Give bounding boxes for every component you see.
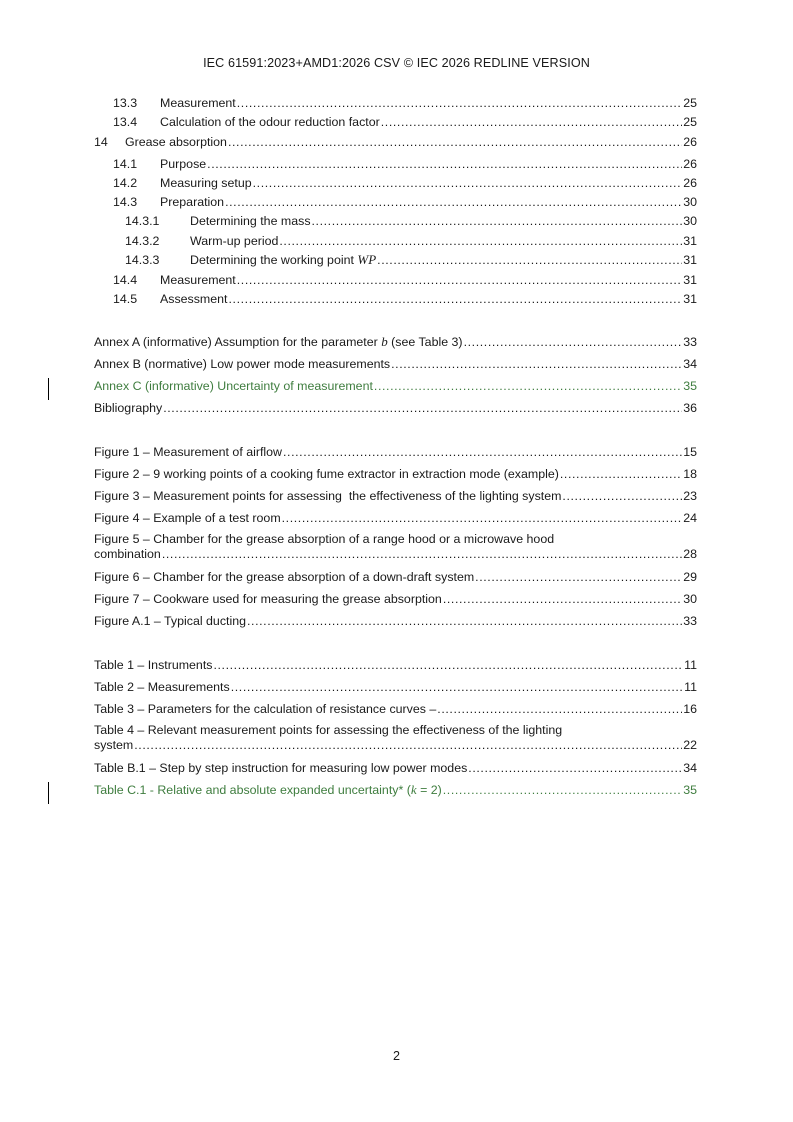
toc-entry-figure-3[interactable]: [94, 488, 697, 504]
dot-leader: [468, 760, 682, 776]
dot-leader: [237, 272, 682, 288]
dot-leader: [282, 510, 683, 526]
change-bar-marker: [48, 782, 49, 804]
toc-entry-table-1[interactable]: [94, 657, 697, 673]
dot-leader: [391, 356, 682, 372]
dot-leader: [225, 194, 682, 210]
page-number: 24: [683, 511, 697, 525]
page-number: 30: [683, 214, 697, 228]
page-number: 26: [683, 135, 697, 149]
section-title: Measuring setup: [160, 176, 252, 190]
dot-leader: [381, 114, 682, 130]
dot-leader: [134, 738, 682, 753]
table-title: Table B.1 – Step by step instruction for measuring low power modes: [94, 761, 468, 775]
section-number: 14.2: [113, 176, 138, 190]
change-bar-marker: [48, 378, 49, 400]
dot-leader: [247, 613, 682, 629]
page-number: 28: [683, 547, 697, 561]
dot-leader: [228, 134, 682, 150]
toc-entry-table-b1[interactable]: [94, 760, 697, 776]
dot-leader: [464, 334, 683, 350]
section-number: 14.1: [113, 157, 138, 171]
page-number: 31: [683, 273, 697, 287]
figure-title: Figure 7 – Cookware used for measuring the grease absorption: [94, 592, 442, 606]
dot-leader: [207, 156, 682, 172]
math-symbol: k: [410, 782, 417, 797]
annex-title: Annex A (informative) Assumption for the parameter b (see Table 3): [94, 334, 463, 349]
dot-leader: [437, 701, 682, 717]
table-title-line2: system: [94, 738, 134, 752]
page-number: 18: [683, 467, 697, 481]
dot-leader: [377, 252, 682, 268]
section-number: 14.3.1: [125, 214, 160, 228]
page-number: 35: [683, 783, 697, 797]
section-number: 14.4: [113, 273, 138, 287]
page-number: 11: [684, 658, 697, 672]
page-number: 31: [683, 253, 697, 267]
page-number: 30: [683, 195, 697, 209]
figure-title-line1: Figure 5 – Chamber for the grease absorption of a range hood or a microwave hood: [94, 532, 555, 546]
toc-entry-14-1[interactable]: [94, 156, 697, 172]
toc-entry-figure-a1[interactable]: [94, 613, 697, 629]
toc-entry-14-3-2[interactable]: [94, 233, 697, 249]
page-number: 23: [683, 489, 697, 503]
page-number: 26: [683, 176, 697, 190]
toc-entry-bibliography[interactable]: [94, 400, 697, 416]
section-title: Measurement: [160, 96, 236, 110]
page-number: 25: [683, 115, 697, 129]
page-number: 16: [683, 702, 697, 716]
toc-entry-figure-5[interactable]: [94, 532, 697, 562]
page-number: 34: [683, 761, 697, 775]
section-number: 14.3.2: [125, 234, 160, 248]
page-number: 33: [683, 335, 697, 349]
toc-entry-table-2[interactable]: [94, 679, 697, 695]
toc-entry-14-3-1[interactable]: [94, 213, 697, 229]
toc-entry-figure-6[interactable]: [94, 569, 697, 585]
page-number: 15: [683, 445, 697, 459]
dot-leader: [228, 291, 682, 307]
toc-entry-table-4[interactable]: [94, 723, 697, 753]
bibliography-title: Bibliography: [94, 401, 163, 415]
toc-entry-14-3-3[interactable]: [94, 252, 697, 268]
toc-entry-figure-1[interactable]: [94, 444, 697, 460]
figure-title: Figure 1 – Measurement of airflow: [94, 445, 283, 459]
figure-title: Figure 6 – Chamber for the grease absorption of a down-draft system: [94, 570, 475, 584]
section-title: Warm-up period: [190, 234, 279, 248]
toc-entry-13-3[interactable]: [94, 95, 697, 111]
table-title: Table C.1 - Relative and absolute expanded uncertainty* (k = 2): [94, 782, 442, 797]
annex-title: Annex C (informative) Uncertainty of measurement: [94, 379, 373, 393]
page-header: IEC 61591:2023+AMD1:2026 CSV © IEC 2026 REDLINE VERSION: [203, 56, 590, 70]
toc-entry-14-3[interactable]: [94, 194, 697, 210]
page-number: 35: [683, 379, 697, 393]
dot-leader: [163, 400, 682, 416]
figure-title: Figure 3 – Measurement points for assessing the effectiveness of the lighting system: [94, 489, 562, 503]
page-number: 31: [683, 292, 697, 306]
figure-title: Figure A.1 – Typical ducting: [94, 614, 246, 628]
page-number: 11: [684, 680, 697, 694]
section-number: 14.3.3: [125, 253, 160, 267]
figure-title: Figure 4 – Example of a test room: [94, 511, 281, 525]
section-title: Determining the working point WP: [190, 252, 377, 267]
section-number: 14: [94, 135, 108, 149]
toc-entry-annex-b[interactable]: [94, 356, 697, 372]
toc-entry-figure-7[interactable]: [94, 591, 697, 607]
table-title: Table 1 – Instruments: [94, 658, 213, 672]
dot-leader: [475, 569, 682, 585]
figure-title: Figure 2 – 9 working points of a cooking fume extractor in extraction mode (example): [94, 467, 559, 481]
dot-leader: [231, 679, 683, 695]
section-title: Measurement: [160, 273, 236, 287]
section-title: Assessment: [160, 292, 228, 306]
annex-title: Annex B (normative) Low power mode measurements: [94, 357, 391, 371]
toc-entry-figure-2[interactable]: [94, 466, 697, 482]
table-title: Table 2 – Measurements: [94, 680, 230, 694]
dot-leader: [237, 95, 682, 111]
toc-entry-table-3[interactable]: [94, 701, 697, 717]
page-number: 30: [683, 592, 697, 606]
section-number: 13.4: [113, 115, 138, 129]
table-title: Table 3 – Parameters for the calculation of resistance curves –: [94, 702, 437, 716]
dot-leader: [312, 213, 683, 229]
toc-entry-table-c1[interactable]: [94, 782, 697, 798]
page-number: 33: [683, 614, 697, 628]
toc-entry-13-4[interactable]: [94, 114, 697, 130]
dot-leader: [443, 782, 682, 798]
dot-leader: [162, 547, 682, 562]
page-number: 36: [683, 401, 697, 415]
toc-entry-14-5[interactable]: [94, 291, 697, 307]
toc-entry-figure-4[interactable]: [94, 510, 697, 526]
dot-leader: [560, 466, 682, 482]
section-title: Grease absorption: [125, 135, 227, 149]
section-title: Determining the mass: [190, 214, 311, 228]
dot-leader: [443, 591, 682, 607]
page-number: 22: [683, 738, 697, 752]
page-number: 31: [683, 234, 697, 248]
page-number: 26: [683, 157, 697, 171]
dot-leader: [279, 233, 682, 249]
section-title: Calculation of the odour reduction factor: [160, 115, 380, 129]
page-number: 34: [683, 357, 697, 371]
dot-leader: [253, 175, 683, 191]
section-title: Purpose: [160, 157, 207, 171]
math-symbol: WP: [357, 252, 377, 267]
dot-leader: [213, 657, 683, 673]
toc-entry-annex-c[interactable]: [94, 378, 697, 394]
toc-entry-14-2[interactable]: [94, 175, 697, 191]
section-number: 14.3: [113, 195, 138, 209]
toc-entry-annex-a[interactable]: [94, 334, 697, 350]
dot-leader: [283, 444, 682, 460]
figure-title-line2: combination: [94, 547, 161, 561]
page-number-footer: 2: [392, 1049, 400, 1063]
section-title: Preparation: [160, 195, 225, 209]
section-number: 13.3: [113, 96, 138, 110]
toc-entry-14-4[interactable]: [94, 272, 697, 288]
toc-entry-14[interactable]: [94, 134, 697, 150]
math-symbol: b: [381, 334, 388, 349]
page-number: 29: [683, 570, 697, 584]
dot-leader: [562, 488, 682, 504]
section-number: 14.5: [113, 292, 138, 306]
table-title-line1: Table 4 – Relevant measurement points for assessing the effectiveness of the lighting: [94, 723, 563, 737]
dot-leader: [374, 378, 682, 394]
page-number: 25: [683, 96, 697, 110]
